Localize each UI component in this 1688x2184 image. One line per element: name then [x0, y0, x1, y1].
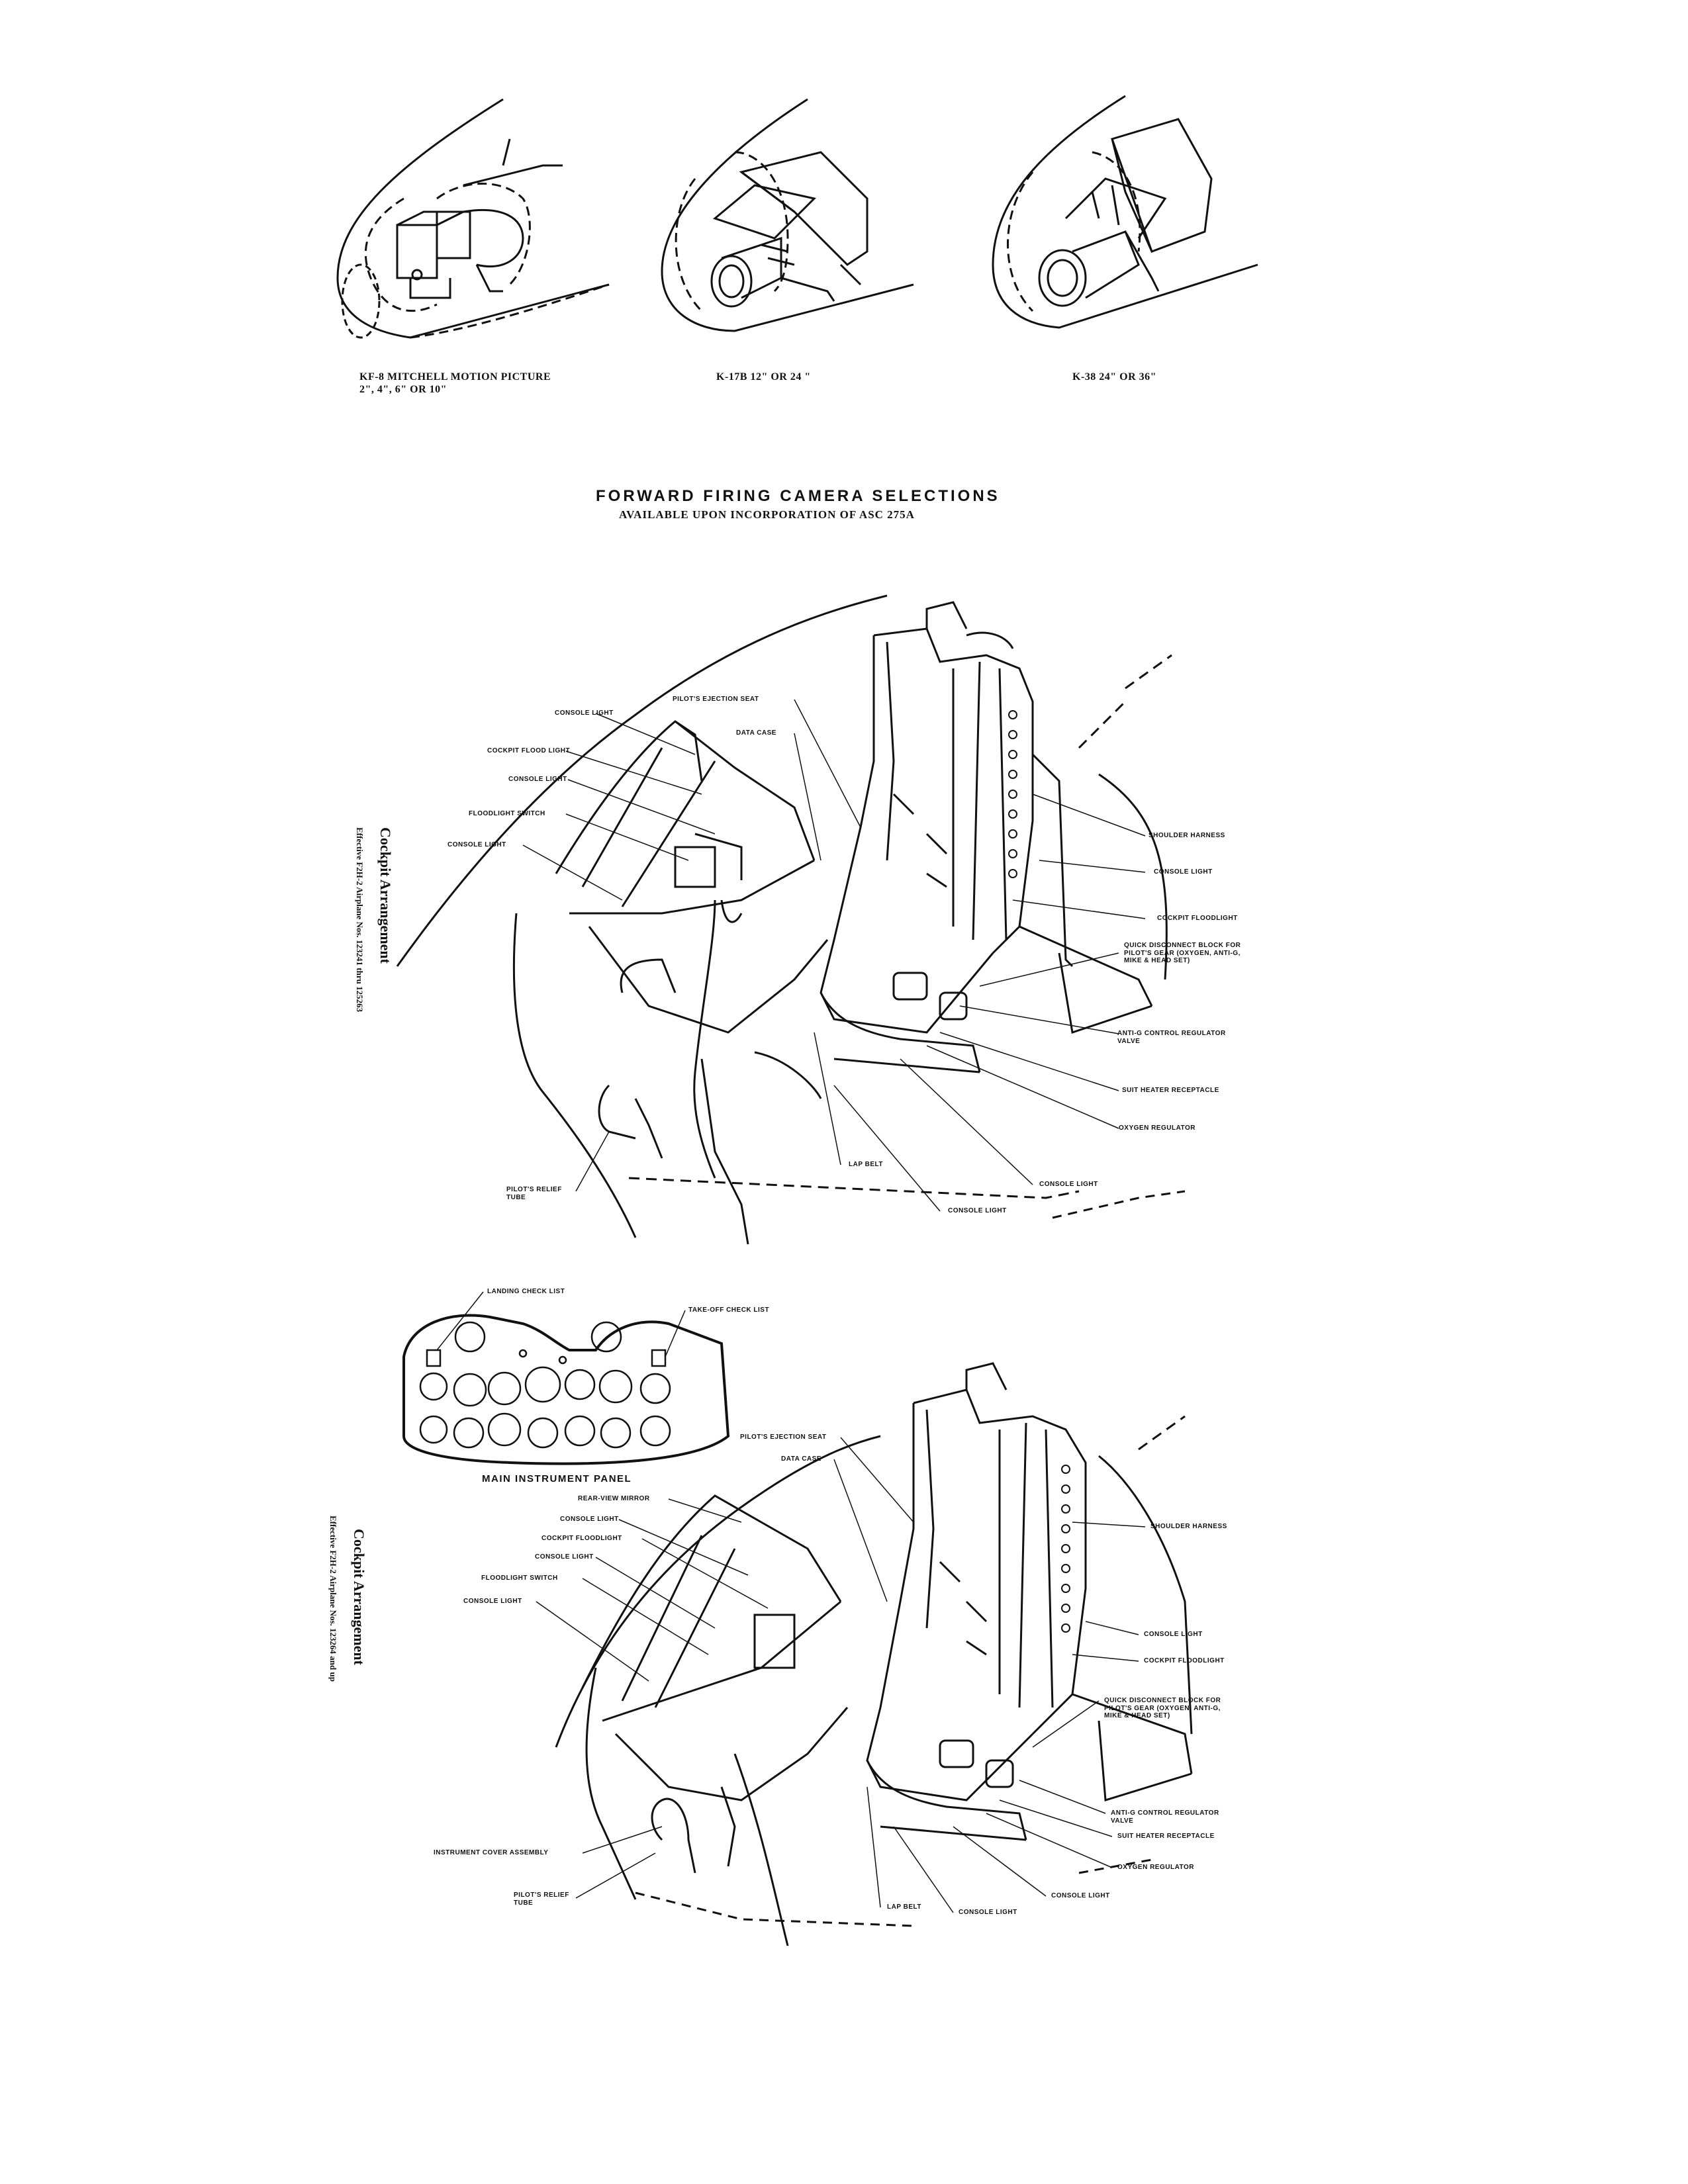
c1-label-shoulder-harness: SHOULDER HARNESS	[1149, 832, 1225, 839]
c1-label-pilots-relief-tube: PILOT'S RELIEF TUBE	[506, 1186, 562, 1201]
c2-label-lap-belt: LAP BELT	[887, 1903, 921, 1911]
c1-label-console-light-f: CONSOLE LIGHT	[948, 1207, 1007, 1214]
c2-label-console-light-b: CONSOLE LIGHT	[535, 1553, 594, 1561]
section-title: FORWARD FIRING CAMERA SELECTIONS	[596, 487, 1000, 505]
cockpit-2-side-subtitle-text: Effective F2H-2 Airplane Nos. 123264 and up	[328, 1516, 338, 1682]
camera-k17b-caption	[716, 371, 811, 383]
cockpit-2-side-title-text: Cockpit Arrangement	[351, 1529, 367, 1665]
camera-kf8-drawing	[338, 99, 609, 338]
c2-label-floodlight-switch: FLOODLIGHT SWITCH	[481, 1574, 558, 1582]
c2-label-oxygen-regulator: OXYGEN REGULATOR	[1117, 1864, 1194, 1871]
cockpit-1-side-subtitle-text: Effective F2H-2 Airplane Nos. 123241 thru 125263	[355, 827, 365, 1013]
c2-label-data-case: DATA CASE	[781, 1455, 821, 1463]
c2-label-shoulder-harness: SHOULDER HARNESS	[1150, 1523, 1227, 1530]
panel-label-landing-check-list: LANDING CHECK LIST	[487, 1288, 565, 1295]
section-subtitle: AVAILABLE UPON INCORPORATION OF ASC 275A	[619, 508, 915, 521]
cockpit-2-leader-lines	[536, 1437, 1145, 1913]
c2-label-pilots-relief-tube: PILOT'S RELIEF TUBE	[514, 1891, 569, 1907]
c2-label-console-light-f: CONSOLE LIGHT	[959, 1909, 1017, 1916]
c1-label-console-light-b: CONSOLE LIGHT	[508, 776, 567, 783]
c2-label-rear-view-mirror: REAR-VIEW MIRROR	[578, 1495, 650, 1502]
c1-label-console-light-a: CONSOLE LIGHT	[555, 709, 614, 717]
cockpit-2-side-subtitle	[328, 1516, 342, 1682]
camera-k38-caption-line1: K-38 24" OR 36"	[1072, 371, 1157, 383]
camera-kf8-caption-line1: KF-8 MITCHELL MOTION PICTURE	[359, 371, 551, 383]
panel-label-takeoff-check-list: TAKE-OFF CHECK LIST	[688, 1306, 770, 1314]
c2-label-quick-disconnect: QUICK DISCONNECT BLOCK FOR PILOT'S GEAR (OXYGEN, ANTI-G, MIKE & HEAD SET)	[1104, 1697, 1221, 1719]
camera-k38-drawing	[993, 96, 1258, 328]
c2-label-console-light-c: CONSOLE LIGHT	[463, 1598, 522, 1605]
c1-label-anti-g: ANTI-G CONTROL REGULATOR VALVE	[1117, 1030, 1226, 1045]
c2-label-cockpit-floodlight-b: COCKPIT FLOODLIGHT	[1144, 1657, 1225, 1664]
c1-label-floodlight-switch: FLOODLIGHT SWITCH	[469, 810, 545, 817]
camera-k17b-drawing	[662, 99, 914, 331]
camera-k38-caption	[1072, 371, 1156, 383]
c1-label-lap-belt: LAP BELT	[849, 1161, 883, 1168]
c1-label-quick-disconnect: QUICK DISCONNECT BLOCK FOR PILOT'S GEAR (OXYGEN, ANTI-G, MIKE & HEAD SET)	[1124, 942, 1241, 964]
c2-label-console-light-a: CONSOLE LIGHT	[560, 1516, 619, 1523]
camera-kf8-caption-line2: 2", 4", 6" OR 10"	[359, 384, 447, 396]
c2-label-instrument-cover: INSTRUMENT COVER ASSEMBLY	[434, 1849, 549, 1856]
c1-label-cockpit-floodlight: COCKPIT FLOODLIGHT	[1157, 915, 1238, 922]
c2-label-suit-heater: SUIT HEATER RECEPTACLE	[1117, 1833, 1215, 1840]
panel-title: MAIN INSTRUMENT PANEL	[482, 1473, 632, 1484]
cockpit-1-side-title-text: Cockpit Arrangement	[377, 827, 394, 964]
c1-label-cockpit-flood-light: COCKPIT FLOOD LIGHT	[487, 747, 571, 754]
c2-label-console-light-d: CONSOLE LIGHT	[1144, 1631, 1203, 1638]
cockpit-2-drawing	[556, 1363, 1192, 1946]
c2-label-console-light-e: CONSOLE LIGHT	[1051, 1892, 1110, 1899]
c1-label-console-light-e: CONSOLE LIGHT	[1039, 1181, 1098, 1188]
cockpit-1-side-subtitle	[354, 827, 369, 1012]
c1-label-suit-heater: SUIT HEATER RECEPTACLE	[1122, 1087, 1219, 1094]
c2-label-pilots-ejection-seat: PILOT'S EJECTION SEAT	[740, 1433, 827, 1441]
cockpit-1-drawing	[397, 596, 1185, 1244]
c1-label-pilots-ejection-seat: PILOT'S EJECTION SEAT	[673, 696, 759, 703]
camera-k17b-caption-line1: K-17B 12" OR 24 "	[716, 371, 811, 383]
camera-kf8-caption	[359, 371, 551, 396]
c2-label-anti-g: ANTI-G CONTROL REGULATOR VALVE	[1111, 1809, 1219, 1825]
cockpit-1-side-title	[377, 827, 394, 964]
c2-label-cockpit-floodlight-a: COCKPIT FLOODLIGHT	[541, 1535, 622, 1542]
c1-label-console-light-c: CONSOLE LIGHT	[447, 841, 506, 848]
main-instrument-panel-drawing	[404, 1292, 728, 1464]
c1-label-data-case: DATA CASE	[736, 729, 776, 737]
c1-label-console-light-d: CONSOLE LIGHT	[1154, 868, 1213, 876]
c1-label-oxygen-regulator: OXYGEN REGULATOR	[1119, 1124, 1196, 1132]
cockpit-2-side-title	[350, 1529, 367, 1665]
